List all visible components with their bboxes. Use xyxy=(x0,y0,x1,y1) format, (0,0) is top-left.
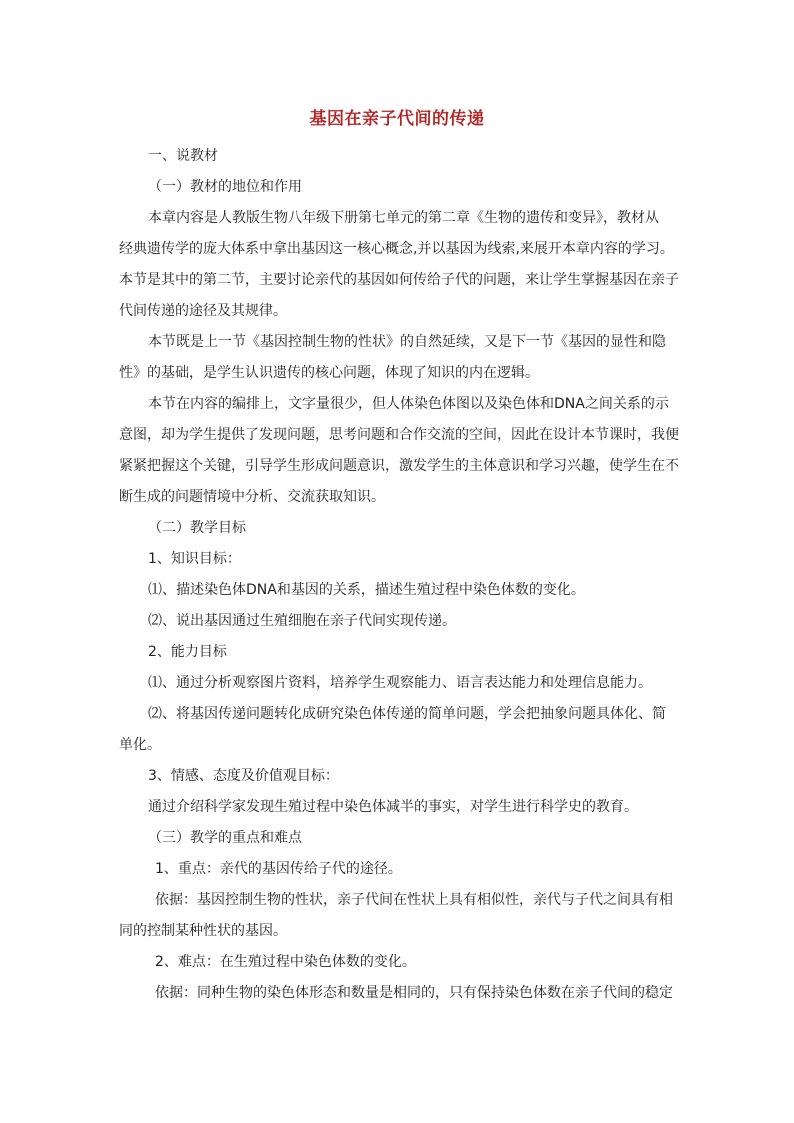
paragraph-line: 依据：基因控制生物的性状，亲子代间在性状上具有相似性，亲代与子代之间具有相 xyxy=(155,892,673,908)
document-title: 基因在亲子代间的传递 xyxy=(309,109,485,129)
paragraph-line: 代间传递的途径及其规律。 xyxy=(119,303,287,319)
list-item: 1、重点：亲代的基因传给子代的途径。 xyxy=(155,861,402,877)
paragraph-line: 断生成的问题情境中分析、交流获取知识。 xyxy=(119,489,385,505)
paragraph-line: 性》的基础，是学生认识遗传的核心问题，体现了知识的内在逻辑。 xyxy=(119,365,539,381)
paragraph-line: 意图，却为学生提供了发现问题，思考问题和合作交流的空间，因此在设计本节课时，我便 xyxy=(119,427,679,443)
paragraph-line: 紧紧把握这个关键，引导学生形成问题意识，激发学生的主体意识和学习兴趣，使学生在不 xyxy=(119,458,679,474)
list-item: ⑵、将基因传递问题转化成研究染色体传递的简单问题，学会把抽象问题具体化、简 xyxy=(148,706,666,722)
section-heading: 一、说教材 xyxy=(148,148,218,164)
paragraph-line: 本节是其中的第二节，主要讨论亲代的基因如何传给子代的问题，来让学生掌握基因在亲子 xyxy=(119,272,679,288)
list-heading: 1、知识目标： xyxy=(148,551,241,567)
paragraph-line: 依据：同种生物的染色体形态和数量是相同的，只有保持染色体数在亲子代间的稳定 xyxy=(155,985,673,1001)
paragraph-line: 经典遗传学的庞大体系中拿出基因这一核心概念,并以基因为线索,来展开本章内容的学习。 xyxy=(119,241,674,257)
list-item: ⑴、通过分析观察图片资料，培养学生观察能力、语言表达能力和处理信息能力。 xyxy=(148,675,652,691)
list-item: ⑴、描述染色体DNA和基因的关系，描述生殖过程中染色体数的变化。 xyxy=(148,582,585,598)
subsection-heading: （三）教学的重点和难点 xyxy=(148,830,302,846)
list-item: 2、难点：在生殖过程中染色体数的变化。 xyxy=(155,954,416,970)
list-heading: 3、情感、态度及价值观目标： xyxy=(148,768,339,784)
subsection-heading: （二）教学目标 xyxy=(148,520,246,536)
paragraph-line: 本章内容是人教版生物八年级下册第七单元的第二章《生物的遗传和变异》，教材从 xyxy=(148,210,659,226)
paragraph-line: 本节在内容的编排上，文字量很少，但人体染色体图以及染色体和DNA之间关系的示 xyxy=(148,396,669,412)
subsection-heading: （一）教材的地位和作用 xyxy=(148,179,302,195)
paragraph-line: 同的控制某种性状的基因。 xyxy=(119,923,287,939)
paragraph-line: 本节既是上一节《基因控制生物的性状》的自然延续，又是下一节《基因的显性和隐 xyxy=(148,334,666,350)
list-heading: 2、能力目标 xyxy=(148,644,227,660)
list-item: 单化。 xyxy=(119,737,161,753)
list-item: ⑵、说出基因通过生殖细胞在亲子代间实现传递。 xyxy=(148,613,456,629)
paragraph-line: 通过介绍科学家发现生殖过程中染色体减半的事实，对学生进行科学史的教育。 xyxy=(148,799,638,815)
